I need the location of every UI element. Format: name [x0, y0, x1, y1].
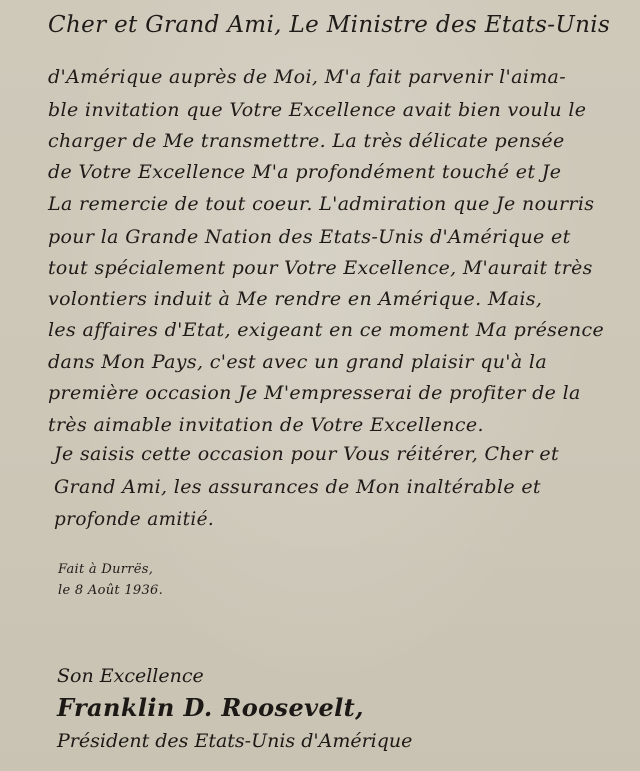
- letter-line-4: charger de Me transmettre. La très délicate pensée: [48, 130, 565, 152]
- letter-line-6: La remercie de tout coeur. L'admiration que Je nourris: [48, 193, 595, 215]
- letter-line-5: de Votre Excellence M'a profondément touché et Je: [48, 161, 562, 183]
- letter-line-15: Grand Ami, les assurances de Mon inaltérable et: [54, 476, 541, 498]
- letter-line-1: Cher et Grand Ami, Le Ministre des Etats-Unis: [48, 12, 611, 38]
- letter-line-14: Je saisis cette occasion pour Vous réitérer, Cher et: [54, 443, 560, 465]
- letter-line-16: profonde amitié.: [54, 509, 215, 530]
- letter-line-3: ble invitation que Votre Excellence avait bien voulu le: [48, 99, 587, 121]
- letter-line-8: tout spécialement pour Votre Excellence, M'aurait très: [48, 257, 593, 279]
- letter-line-10: les affaires d'Etat, exigeant en ce moment Ma présence: [48, 319, 605, 341]
- letter-line-2: d'Amérique auprès de Moi, M'a fait parvenir l'aima-: [48, 66, 567, 88]
- letter-line-9: volontiers induit à Me rendre en Amérique. Mais,: [48, 288, 543, 310]
- letter-line-11: dans Mon Pays, c'est avec un grand plaisir qu'à la: [48, 351, 548, 373]
- date-line: le 8 Août 1936.: [58, 583, 164, 598]
- letter-line-13: très aimable invitation de Votre Excellence.: [48, 414, 484, 436]
- addressee-title: Président des Etats-Unis d'Amérique: [57, 730, 413, 752]
- letter-line-12: première occasion Je M'empresserai de profiter de la: [48, 382, 581, 404]
- letter-line-7: pour la Grande Nation des Etats-Unis d'Amérique et: [48, 226, 571, 248]
- addressee-salutation: Son Excellence: [57, 665, 204, 687]
- place-line: Fait à Durrës,: [58, 562, 154, 577]
- addressee-name: Franklin D. Roosevelt,: [57, 693, 364, 722]
